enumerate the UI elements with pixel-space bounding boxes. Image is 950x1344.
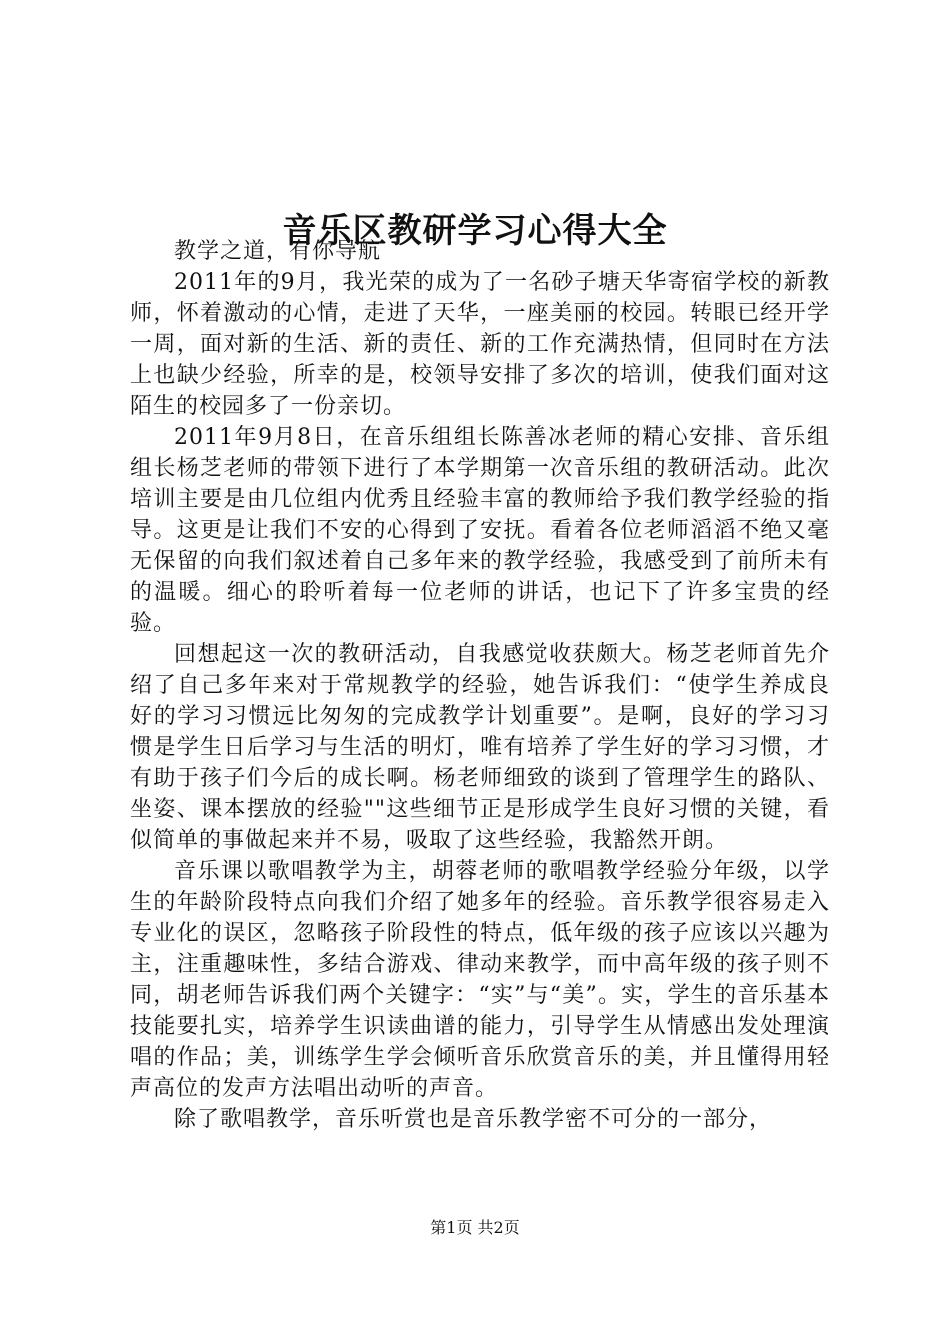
page-number-footer: 第1页 共2页 — [430, 1218, 520, 1237]
paragraph: 2011年的9月，我光荣的成为了一名砂子塘天华寄宿学校的新教师，怀着激动的心情，走进了天华，一座美丽的校园。转眼已经开学一周，面对新的生活、新的责任、新的工作充满热情，但同时在方法上也缺少经验，所幸的是，校领导安排了多次的培训，使我们面对这陌生的校园多了一份亲切。 — [130, 270, 830, 419]
document-title: 音乐区教研学习心得大全 — [282, 210, 668, 251]
paragraph: 2011年9月8日，在音乐组组长陈善冰老师的精心安排、音乐组组长杨芝老师的带领下进行了本学期第一次音乐组的教研活动。此次培训主要是由几位组内优秀且经验丰富的教师给予我们教学经验的指导。这更是让我们不安的心得到了安抚。看着各位老师滔滔不绝又毫无保留的向我们叙述着自己多年来的教学经验，我感受到了前所未有的温暖。细心的聆听着每一位老师的讲话，也记下了许多宝贵的经验。 — [130, 425, 830, 636]
document-body — [130, 236, 830, 1135]
paragraph-subtitle: 教学之道，有你导航 — [174, 239, 382, 264]
paragraph: 回想起这一次的教研活动，自我感觉收获颇大。杨芝老师首先介绍了自己多年来对于常规教学的经验，她告诉我们：“使学生养成良好的学习习惯远比匆匆的完成教学计划重要”。是啊，良好的学习习惯是学生日后学习与生活的明灯，唯有培养了学生好的学习习惯，才有助于孩子们今后的成长啊。杨老师细致的谈到了管理学生的路队、坐姿、课本摆放的经验""这些细节正是形成学生良好习惯的关键，看似简单的事做起来并不易，吸取了这些经验，我豁然开朗。 — [130, 642, 830, 853]
paragraph: 音乐课以歌唱教学为主，胡蓉老师的歌唱教学经验分年级，以学生的年龄阶段特点向我们介绍了她多年的经验。音乐教学很容易走入专业化的误区，忽略孩子阶段性的特点，低年级的孩子应该以兴趣为主，注重趣味性，多结合游戏、律动来教学，而中高年级的孩子则不同，胡老师告诉我们两个关键字：“实”与“美”。实，学生的音乐基本技能要扎实，培养学生识读曲谱的能力，引导学生从情感出发处理演唱的作品；美，训练学生学会倾听音乐欣赏音乐的美，并且懂得用轻声高位的发声方法唱出动听的声音。 — [130, 859, 830, 1101]
paragraph: 除了歌唱教学，音乐听赏也是音乐教学密不可分的一部分， — [174, 1107, 773, 1132]
